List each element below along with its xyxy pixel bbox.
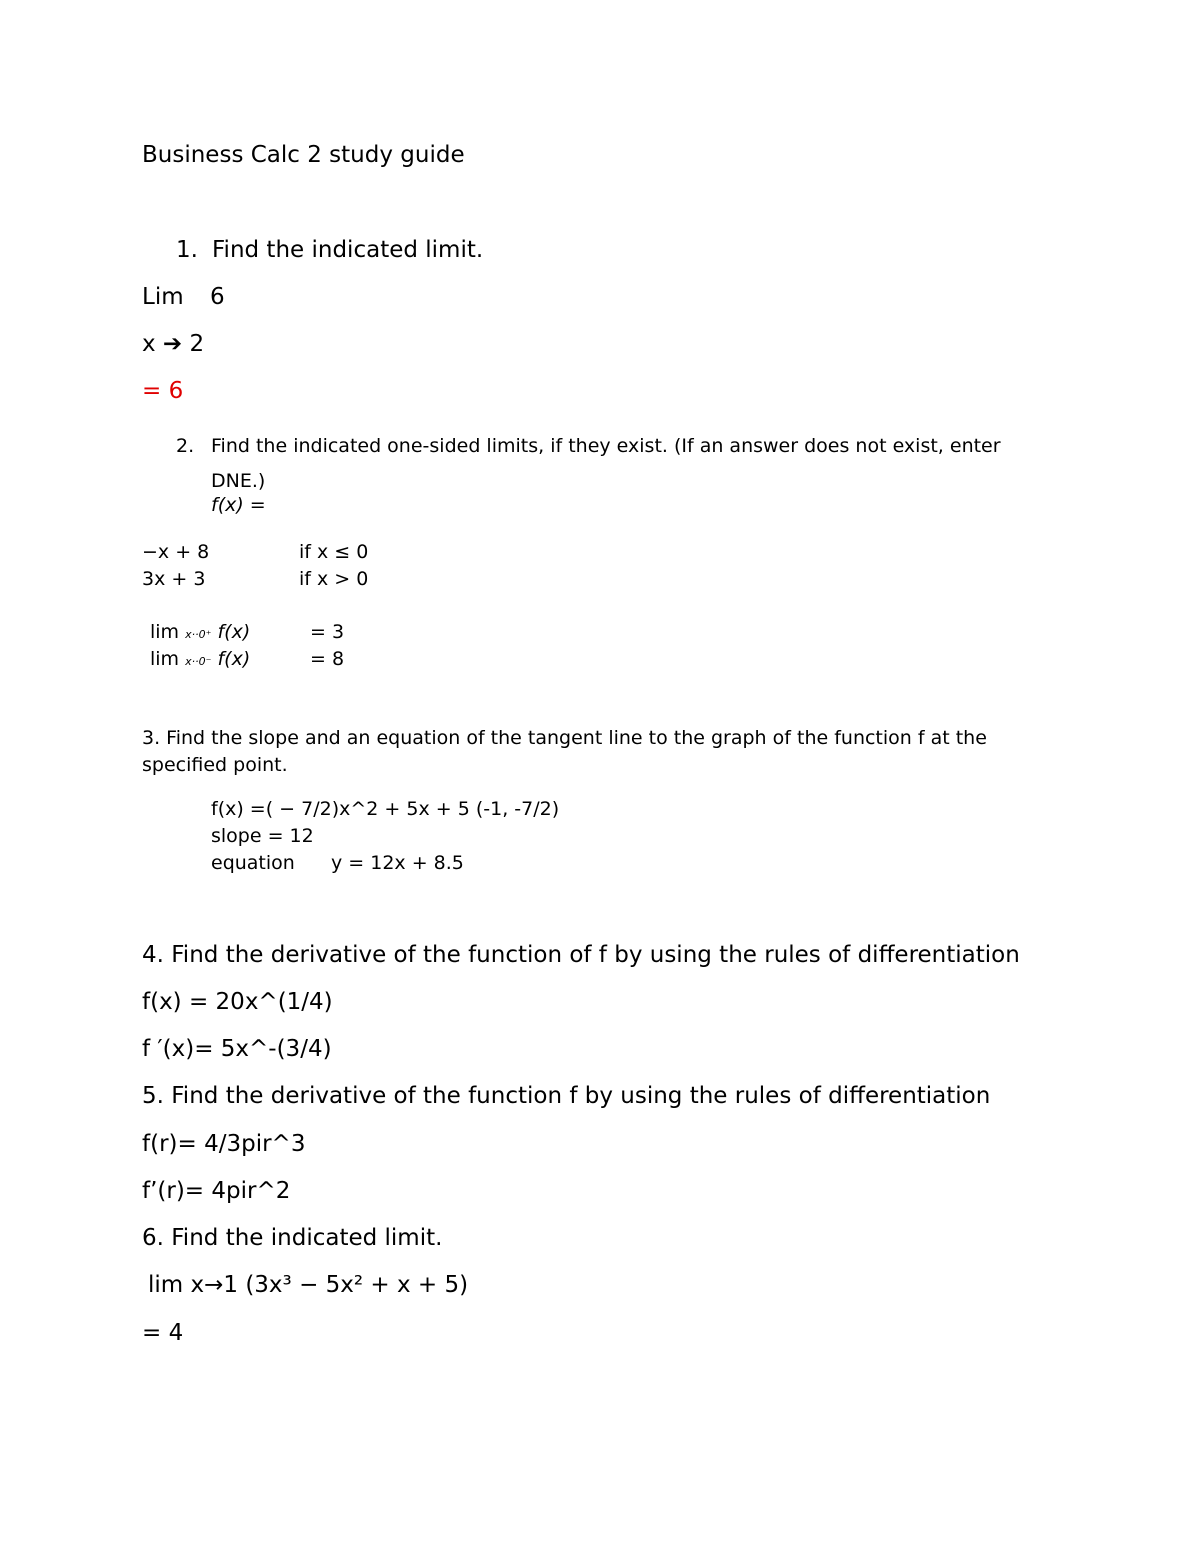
q1-prompt: Find the indicated limit. <box>212 237 484 263</box>
q2-prompt-line2: DNE.) <box>211 470 266 492</box>
q1-answer: = 6 <box>142 378 184 404</box>
q2-piece1-cond: if x ≤ 0 <box>299 541 369 563</box>
q5-fprime: f’(r)= 4pir^2 <box>142 1178 291 1204</box>
q4-fprime: f ′(x)= 5x^-(3/4) <box>142 1036 332 1062</box>
q3-prompt-line1: 3. Find the slope and an equation of the tangent line to the graph of the function f at the <box>142 727 987 749</box>
q6-prompt: 6. Find the indicated limit. <box>142 1225 443 1251</box>
q4-fx: f(x) = 20x^(1/4) <box>142 989 333 1015</box>
q2-lim2 <box>150 648 250 670</box>
q2-prompt-line1: Find the indicated one-sided limits, if they exist. (If an answer does not exist, enter <box>211 435 1001 457</box>
q2-lim1-sub: x··0⁺ <box>185 628 212 641</box>
q5-prompt: 5. Find the derivative of the function f by using the rules of differentiation <box>142 1083 991 1109</box>
q2-lim1-fx: f(x) <box>217 621 251 643</box>
q1-approach: x ➔ 2 <box>142 331 205 357</box>
q2-lim1-answer: = 3 <box>310 621 345 643</box>
q3-prompt-line2: specified point. <box>142 754 288 776</box>
q3-slope: slope = 12 <box>211 825 314 847</box>
q4-prompt: 4. Find the derivative of the function of f by using the rules of differentiation <box>142 942 1020 968</box>
q3-function: f(x) =( − 7/2)x^2 + 5x + 5 (-1, -7/2) <box>211 798 560 820</box>
q1-lim-label: Lim <box>142 284 184 310</box>
q2-lim2-label: lim <box>150 648 180 670</box>
q3-equation: y = 12x + 8.5 <box>331 852 464 874</box>
q2-lim1-label: lim <box>150 621 180 643</box>
q2-lim2-sub: x··0⁻ <box>185 655 212 668</box>
q3-equation-label: equation <box>211 852 295 874</box>
page-title: Business Calc 2 study guide <box>142 142 465 168</box>
q2-piece1-expr: −x + 8 <box>142 541 210 563</box>
q1-number: 1. <box>176 237 198 263</box>
q2-fx-label: f(x) = <box>211 494 266 516</box>
q2-lim1 <box>150 621 250 643</box>
q5-fr: f(r)= 4/3pir^3 <box>142 1131 306 1157</box>
q2-lim2-answer: = 8 <box>310 648 345 670</box>
q6-answer: = 4 <box>142 1320 184 1346</box>
q2-piece2-expr: 3x + 3 <box>142 568 206 590</box>
q1-lim-value: 6 <box>210 284 225 310</box>
q2-number: 2. <box>176 435 195 457</box>
q2-lim2-fx: f(x) <box>217 648 251 670</box>
q2-piece2-cond: if x > 0 <box>299 568 369 590</box>
q6-expression: lim x→1 (3x³ − 5x² + x + 5) <box>148 1272 469 1298</box>
